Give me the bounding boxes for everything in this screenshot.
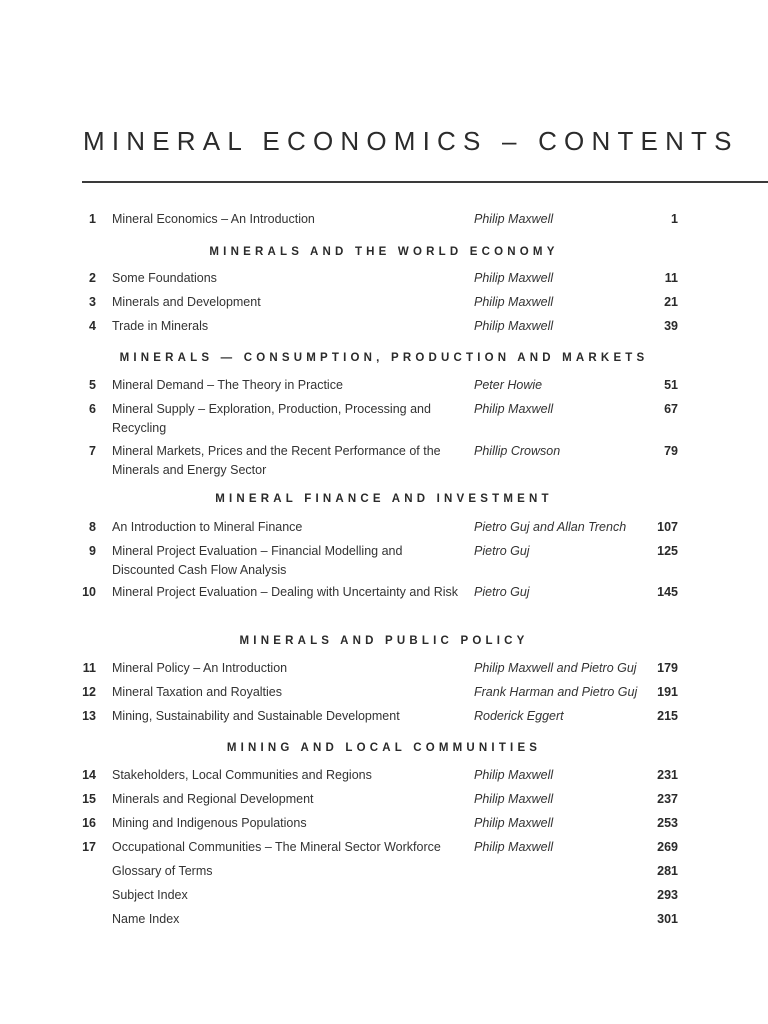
toc-entry[interactable] xyxy=(0,542,768,577)
chapter-number: 16 xyxy=(82,816,96,830)
chapter-author: Pietro Guj xyxy=(474,585,530,599)
toc-entry[interactable] xyxy=(0,583,768,603)
chapter-author: Phillip Crowson xyxy=(474,444,561,458)
chapter-title: Mineral Economics – An Introduction xyxy=(112,212,315,226)
chapter-author: Philip Maxwell xyxy=(474,768,554,782)
chapter-author: Philip Maxwell xyxy=(474,319,554,333)
page-number: 145 xyxy=(657,585,678,599)
chapter-number: 14 xyxy=(82,768,96,782)
page-number: 125 xyxy=(657,544,678,558)
page-number: 191 xyxy=(657,685,678,699)
section-heading: MINERAL FINANCE AND INVESTMENT xyxy=(215,493,553,505)
chapter-number: 15 xyxy=(82,792,96,806)
chapter-number: 7 xyxy=(89,444,96,458)
chapter-title: Occupational Communities – The Mineral Sector Workforce xyxy=(112,840,441,854)
chapter-number: 6 xyxy=(89,402,96,416)
toc-entry[interactable] xyxy=(0,886,768,906)
section-heading: MINERALS AND THE WORLD ECONOMY xyxy=(209,246,559,258)
toc-entry[interactable] xyxy=(0,862,768,882)
chapter-number: 11 xyxy=(82,661,96,675)
section-heading: MINERALS — CONSUMPTION, PRODUCTION AND MARKETS xyxy=(119,352,649,364)
chapter-author: Roderick Eggert xyxy=(474,709,564,723)
page-number: 67 xyxy=(664,402,678,416)
chapter-number: 17 xyxy=(82,840,96,854)
chapter-number: 1 xyxy=(89,212,96,226)
chapter-number: 8 xyxy=(89,520,96,534)
toc-entry[interactable] xyxy=(0,790,768,810)
toc-entry[interactable] xyxy=(0,317,768,337)
chapter-title: Some Foundations xyxy=(112,271,217,285)
chapter-author: Frank Harman and Pietro Guj xyxy=(474,685,638,699)
chapter-title: Mineral Project Evaluation – Financial Modelling and Discounted Cash Flow Analysis xyxy=(112,544,403,577)
page-number: 237 xyxy=(657,792,678,806)
chapter-author: Peter Howie xyxy=(474,378,543,392)
page-number: 281 xyxy=(657,864,678,878)
page-number: 215 xyxy=(657,709,678,723)
page-number: 21 xyxy=(664,295,678,309)
page-number: 293 xyxy=(657,888,678,902)
chapter-title: Mineral Markets, Prices and the Recent Performance of the Minerals and Energy Sector xyxy=(112,444,441,477)
chapter-number: 5 xyxy=(89,378,96,392)
chapter-author: Philip Maxwell and Pietro Guj xyxy=(474,661,637,675)
chapter-title: Glossary of Terms xyxy=(112,864,213,878)
chapter-title: Name Index xyxy=(112,912,180,926)
chapter-title: Trade in Minerals xyxy=(112,319,209,333)
toc-entry[interactable] xyxy=(0,210,768,230)
chapter-title: Mineral Policy – An Introduction xyxy=(112,661,288,675)
chapter-author: Philip Maxwell xyxy=(474,840,554,854)
toc-entry[interactable] xyxy=(0,659,768,679)
page-number: 39 xyxy=(664,319,678,333)
chapter-title: Mineral Project Evaluation – Dealing with Uncertainty and Risk xyxy=(112,585,458,599)
page-number: 51 xyxy=(664,378,678,392)
page-number: 107 xyxy=(657,520,678,534)
page-number: 269 xyxy=(657,840,678,854)
chapter-title: An Introduction to Mineral Finance xyxy=(112,520,303,534)
title-rule xyxy=(82,181,768,183)
chapter-author: Philip Maxwell xyxy=(474,212,554,226)
chapter-number: 10 xyxy=(82,585,96,599)
chapter-number: 9 xyxy=(89,544,96,558)
page-number: 1 xyxy=(671,212,678,226)
toc-entry[interactable] xyxy=(0,683,768,703)
chapter-author: Pietro Guj xyxy=(474,544,530,558)
chapter-author: Philip Maxwell xyxy=(474,792,554,806)
section-heading: MINING AND LOCAL COMMUNITIES xyxy=(226,742,542,754)
toc-entry[interactable] xyxy=(0,518,768,538)
chapter-number: 2 xyxy=(89,271,96,285)
chapter-author: Philip Maxwell xyxy=(474,271,554,285)
chapter-title: Mineral Supply – Exploration, Production, Processing and Recycling xyxy=(112,402,431,435)
toc-entry[interactable] xyxy=(0,269,768,289)
chapter-number: 12 xyxy=(82,685,96,699)
chapter-author: Pietro Guj and Allan Trench xyxy=(474,520,627,534)
page-title: MINERAL ECONOMICS – CONTENTS xyxy=(83,126,739,156)
chapter-title: Stakeholders, Local Communities and Regions xyxy=(112,768,372,782)
chapter-title: Mining and Indigenous Populations xyxy=(112,816,307,830)
chapter-number: 3 xyxy=(89,295,96,309)
toc-entry[interactable] xyxy=(0,293,768,313)
page-number: 11 xyxy=(664,271,678,285)
toc-entry[interactable] xyxy=(0,400,768,435)
toc-entry[interactable] xyxy=(0,838,768,858)
page-number: 179 xyxy=(657,661,678,675)
toc-entry[interactable] xyxy=(0,707,768,727)
chapter-title: Minerals and Regional Development xyxy=(112,792,314,806)
page-number: 79 xyxy=(664,444,678,458)
toc-entry[interactable] xyxy=(0,910,768,930)
page-number: 231 xyxy=(657,768,678,782)
toc-entry[interactable] xyxy=(0,376,768,396)
chapter-title: Mineral Demand – The Theory in Practice xyxy=(112,378,343,392)
section-heading: MINERALS AND PUBLIC POLICY xyxy=(239,635,529,647)
page-number: 301 xyxy=(657,912,678,926)
toc-entry[interactable] xyxy=(0,766,768,786)
chapter-title: Subject Index xyxy=(112,888,188,902)
toc-entry[interactable] xyxy=(0,442,768,477)
chapter-number: 4 xyxy=(89,319,96,333)
chapter-title: Mining, Sustainability and Sustainable Development xyxy=(112,709,400,723)
chapter-author: Philip Maxwell xyxy=(474,816,554,830)
chapter-title: Minerals and Development xyxy=(112,295,261,309)
toc-entry[interactable] xyxy=(0,814,768,834)
chapter-title: Mineral Taxation and Royalties xyxy=(112,685,283,699)
chapter-number: 13 xyxy=(82,709,96,723)
page-number: 253 xyxy=(657,816,678,830)
chapter-author: Philip Maxwell xyxy=(474,402,554,416)
chapter-author: Philip Maxwell xyxy=(474,295,554,309)
